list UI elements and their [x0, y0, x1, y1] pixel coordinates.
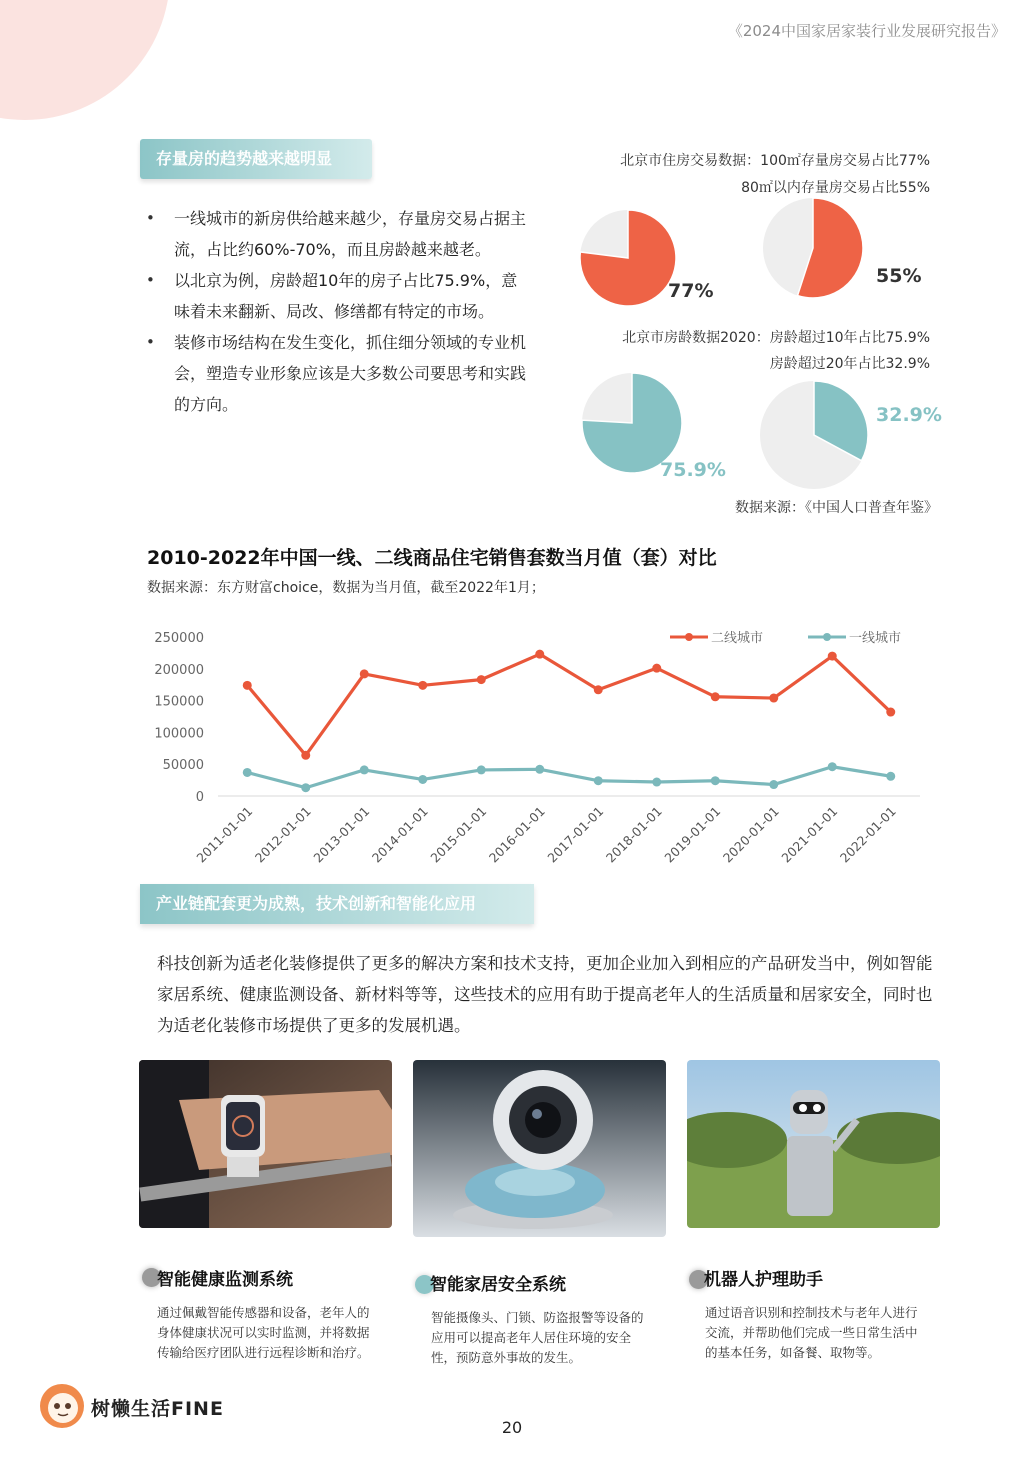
y-tick-label: 100000 [154, 726, 204, 742]
bullet-item: • 一线城市的新房供给越来越少，存量房交易占据主流，占比约60%-70%，而且房龄越来越老。 [146, 203, 526, 265]
feature-title-robot: 机器人护理助手 [704, 1270, 823, 1290]
chart-title: 2010-2022年中国一线、二线商品住宅销售套数当月值（套）对比 [147, 547, 717, 569]
data-point [652, 778, 661, 787]
legend-marker [685, 633, 693, 641]
series-line-tier2 [247, 654, 891, 755]
data-point [477, 765, 486, 774]
legend-label: 一线城市 [849, 631, 902, 646]
data-point [769, 780, 778, 789]
line-chart [140, 615, 940, 883]
x-tick-label: 2013-01-01 [310, 803, 373, 866]
data-point [477, 675, 486, 684]
pie-pct-label: 55% [876, 265, 922, 287]
feature-desc-security: 智能摄像头、门锁、防盗报警等设备的应用可以提高老年人居住环境的安全性，预防意外事故的发生。 [431, 1310, 644, 1365]
data-point [418, 681, 427, 690]
chart-source: 数据来源：东方财富choice，数据为当月值，截至2022年1月； [147, 580, 545, 596]
x-tick-label: 2014-01-01 [368, 803, 431, 866]
series-line-tier1 [247, 767, 891, 788]
y-tick-label: 150000 [154, 694, 204, 710]
data-point [301, 751, 310, 760]
robot-assistant-image [687, 1060, 940, 1228]
data-point [301, 783, 310, 792]
data-point [828, 652, 837, 661]
smartwatch-image [139, 1060, 392, 1228]
data-point [652, 664, 661, 673]
data-point [828, 762, 837, 771]
x-tick-label: 2012-01-01 [251, 803, 314, 866]
y-tick-label: 50000 [162, 758, 204, 774]
bullet-item: • 装修市场结构在发生变化，抓住细分领域的专业机会，塑造专业形象应该是大多数公司要思考和实践的方向。 [146, 327, 526, 420]
pie-title-age-1: 北京市房龄数据2020：房龄超过10年占比75.9% [622, 330, 930, 346]
x-tick-label: 2020-01-01 [719, 803, 782, 866]
security-camera-image [413, 1060, 666, 1237]
data-point [360, 669, 369, 678]
pie-title-trade-1: 北京市住房交易数据：100㎡存量房交易占比77% [620, 153, 930, 169]
corner-decoration [0, 0, 170, 120]
y-tick-label: 0 [195, 790, 204, 805]
pie-data-source: 数据来源：《中国人口普查年鉴》 [735, 500, 938, 516]
x-tick-label: 2017-01-01 [544, 803, 607, 866]
x-tick-label: 2016-01-01 [485, 803, 548, 866]
page-number: 20 [501, 1418, 523, 1437]
x-tick-label: 2015-01-01 [427, 803, 490, 866]
tech-paragraph: 科技创新为适老化装修提供了更多的解决方案和技术支持，更加企业加入到相应的产品研发当中，例如智能家居系统、健康监测设备、新材料等等，这些技术的应用有助于提高老年人的生活质量和居家安全，同时也为适老化装修市场提供了更多的发展机遇。 [157, 954, 933, 1035]
pie-chart-age-20 [758, 379, 870, 491]
data-point [711, 776, 720, 785]
x-tick-label: 2011-01-01 [193, 803, 256, 866]
data-point [535, 650, 544, 659]
data-point [594, 776, 603, 785]
feature-desc-robot: 通过语音识别和控制技术与老年人进行交流，并帮助他们完成一些日常生活中的基本任务，如备餐、取物等。 [705, 1305, 918, 1360]
x-tick-label: 2021-01-01 [778, 803, 841, 866]
bullet-item: • 以北京为例，房龄超10年的房子占比75.9%，意味着未来翻新、局改、修缮都有特定的市场。 [146, 265, 526, 327]
bullet-list [146, 203, 526, 420]
x-tick-label: 2018-01-01 [602, 803, 665, 866]
data-point [243, 681, 252, 690]
pie-pct-label: 32.9% [876, 404, 942, 426]
y-tick-label: 250000 [154, 631, 204, 646]
feature-title-health: 智能健康监测系统 [157, 1270, 293, 1290]
pie-pct-label: 75.9% [660, 459, 726, 481]
pie-chart-trade-100 [578, 208, 678, 308]
data-point [711, 692, 720, 701]
legend-label: 二线城市 [711, 631, 764, 646]
data-point [886, 708, 895, 717]
x-tick-label: 2022-01-01 [836, 803, 899, 866]
section-tag-housing-stock: 存量房的趋势越来越明显 [140, 139, 372, 179]
feature-title-security: 智能家居安全系统 [430, 1275, 566, 1295]
pie-title-trade-2: 80㎡以内存量房交易占比55% [741, 180, 930, 196]
data-point [243, 768, 252, 777]
pie-title-age-2: 房龄超过20年占比32.9% [769, 356, 930, 372]
data-point [886, 772, 895, 781]
section-tag-tech-innovation: 产业链配套更为成熟，技术创新和智能化应用 [140, 884, 534, 924]
data-point [594, 685, 603, 694]
pie-chart-trade-80 [761, 196, 865, 300]
pie-pct-label: 77% [668, 280, 714, 302]
legend-marker [823, 633, 831, 641]
data-point [769, 694, 778, 703]
feature-desc-health: 通过佩戴智能传感器和设备，老年人的身体健康状况可以实时监测，并将数据传输给医疗团队进行远程诊断和治疗。 [157, 1305, 370, 1360]
data-point [360, 765, 369, 774]
data-point [535, 765, 544, 774]
x-tick-label: 2019-01-01 [661, 803, 724, 866]
report-title: 《2024中国家居家装行业发展研究报告》 [727, 22, 1006, 40]
logo-text: 树懒生活FINE [91, 1398, 224, 1420]
y-tick-label: 200000 [154, 662, 204, 678]
data-point [418, 775, 427, 784]
